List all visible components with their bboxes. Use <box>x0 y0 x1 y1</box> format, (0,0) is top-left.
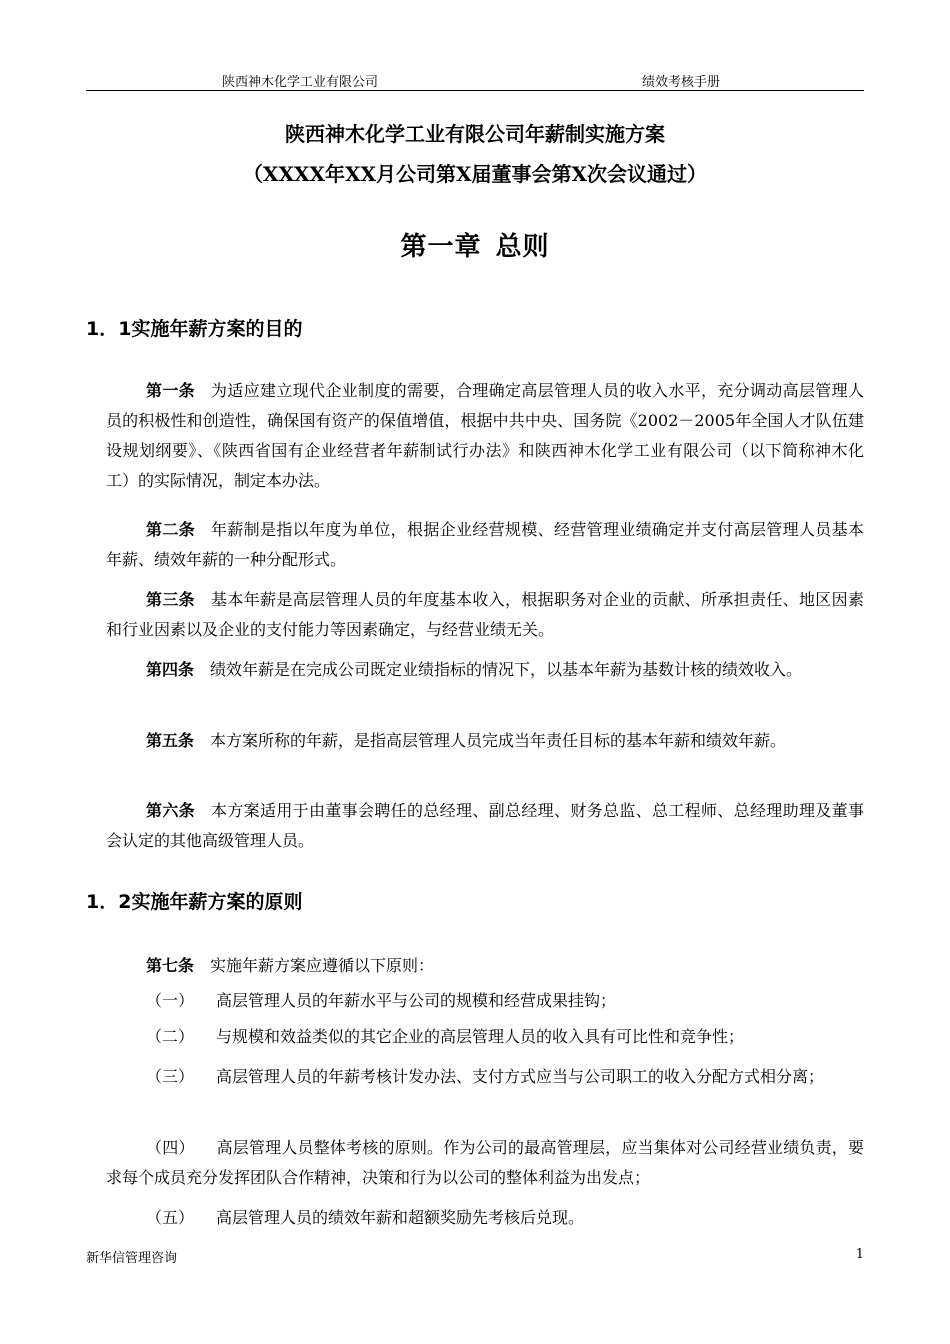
article-label: 第二条 <box>146 520 195 539</box>
article-5 <box>106 726 864 756</box>
principle-item-4 <box>106 1133 864 1193</box>
page-header <box>86 70 864 91</box>
article-text: 本方案适用于由董事会聘任的总经理、副总经理、财务总监、总工程师、总经理助理及董事会认定的其他高级管理人员。 <box>106 801 864 850</box>
section-heading-1-1: 1．1实施年薪方案的目的 <box>86 318 303 340</box>
principle-item-3 <box>106 1062 864 1092</box>
article-7 <box>106 951 864 981</box>
article-label: 第三条 <box>146 590 195 609</box>
chapter-number: 第一章 <box>400 232 482 262</box>
item-number: （三） <box>146 1067 195 1086</box>
item-text: 高层管理人员整体考核的原则。作为公司的最高管理层，应当集体对公司经营业绩负责，要求每个成员充分发挥团队合作精神，决策和行为以公司的整体利益为出发点； <box>106 1138 864 1187</box>
article-text: 绩效年薪是在完成公司既定业绩指标的情况下，以基本年薪为基数计核的绩效收入。 <box>210 660 803 679</box>
article-1 <box>106 376 864 496</box>
article-text: 本方案所称的年薪，是指高层管理人员完成当年责任目标的基本年薪和绩效年薪。 <box>210 731 787 750</box>
item-number: （四） <box>146 1138 195 1157</box>
article-label: 第七条 <box>146 956 195 975</box>
article-label: 第一条 <box>146 381 195 400</box>
article-2 <box>106 515 864 575</box>
footer-consultant: 新华信管理咨询 <box>86 1251 178 1266</box>
article-4 <box>106 655 864 685</box>
document-title: 陕西神木化学工业有限公司年薪制实施方案 <box>285 122 665 146</box>
page-footer <box>86 1247 864 1266</box>
item-text: 高层管理人员的绩效年薪和超额奖励先考核后兑现。 <box>216 1208 585 1227</box>
article-text: 实施年薪方案应遵循以下原则： <box>210 956 435 975</box>
item-number: （一） <box>146 991 195 1010</box>
article-6 <box>106 796 864 856</box>
article-label: 第四条 <box>146 660 195 679</box>
principle-item-1 <box>106 986 864 1016</box>
article-label: 第六条 <box>146 801 195 820</box>
principle-item-5 <box>106 1203 864 1233</box>
item-text: 与规模和效益类似的其它企业的高层管理人员的收入具有可比性和竞争性； <box>216 1027 745 1046</box>
header-company: 陕西神木化学工业有限公司 <box>222 75 379 90</box>
article-text: 基本年薪是高层管理人员的年度基本收入，根据职务对企业的贡献、所承担责任、地区因素和行业因素以及企业的支付能力等因素确定，与经营业绩无关。 <box>106 590 864 639</box>
item-number: （二） <box>146 1027 195 1046</box>
chapter-heading <box>86 226 864 263</box>
article-text: 年薪制是指以年度为单位，根据企业经营规模、经营管理业绩确定并支付高层管理人员基本年薪、绩效年薪的一种分配形式。 <box>106 520 864 569</box>
header-manual-title: 绩效考核手册 <box>642 75 721 90</box>
article-label: 第五条 <box>146 731 195 750</box>
article-text: 为适应建立现代企业制度的需要，合理确定高层管理人员的收入水平，充分调动高层管理人员的积极性和创造性，确保国有资产的保值增值，根据中共中央、国务院《2002－2005年全国人才队伍建设规划纲要》、《陕西省国有企业经营者年薪制试行办法》和陕西神木化学工业有限公司（以下简称神木化工）的实际情况，制定本办法。 <box>106 381 864 490</box>
page-number: 1 <box>855 1247 864 1262</box>
item-text: 高层管理人员的年薪考核计发办法、支付方式应当与公司职工的收入分配方式相分离； <box>216 1067 825 1086</box>
section-heading-1-2: 1．2实施年薪方案的原则 <box>86 891 303 913</box>
item-text: 高层管理人员的年薪水平与公司的规模和经营成果挂钩； <box>216 991 617 1010</box>
document-subtitle: （XXXX年XX月公司第X届董事会第X次会议通过） <box>242 162 708 186</box>
article-3 <box>106 585 864 645</box>
item-number: （五） <box>146 1208 195 1227</box>
chapter-name: 总则 <box>495 232 550 262</box>
principle-item-2 <box>106 1022 864 1052</box>
